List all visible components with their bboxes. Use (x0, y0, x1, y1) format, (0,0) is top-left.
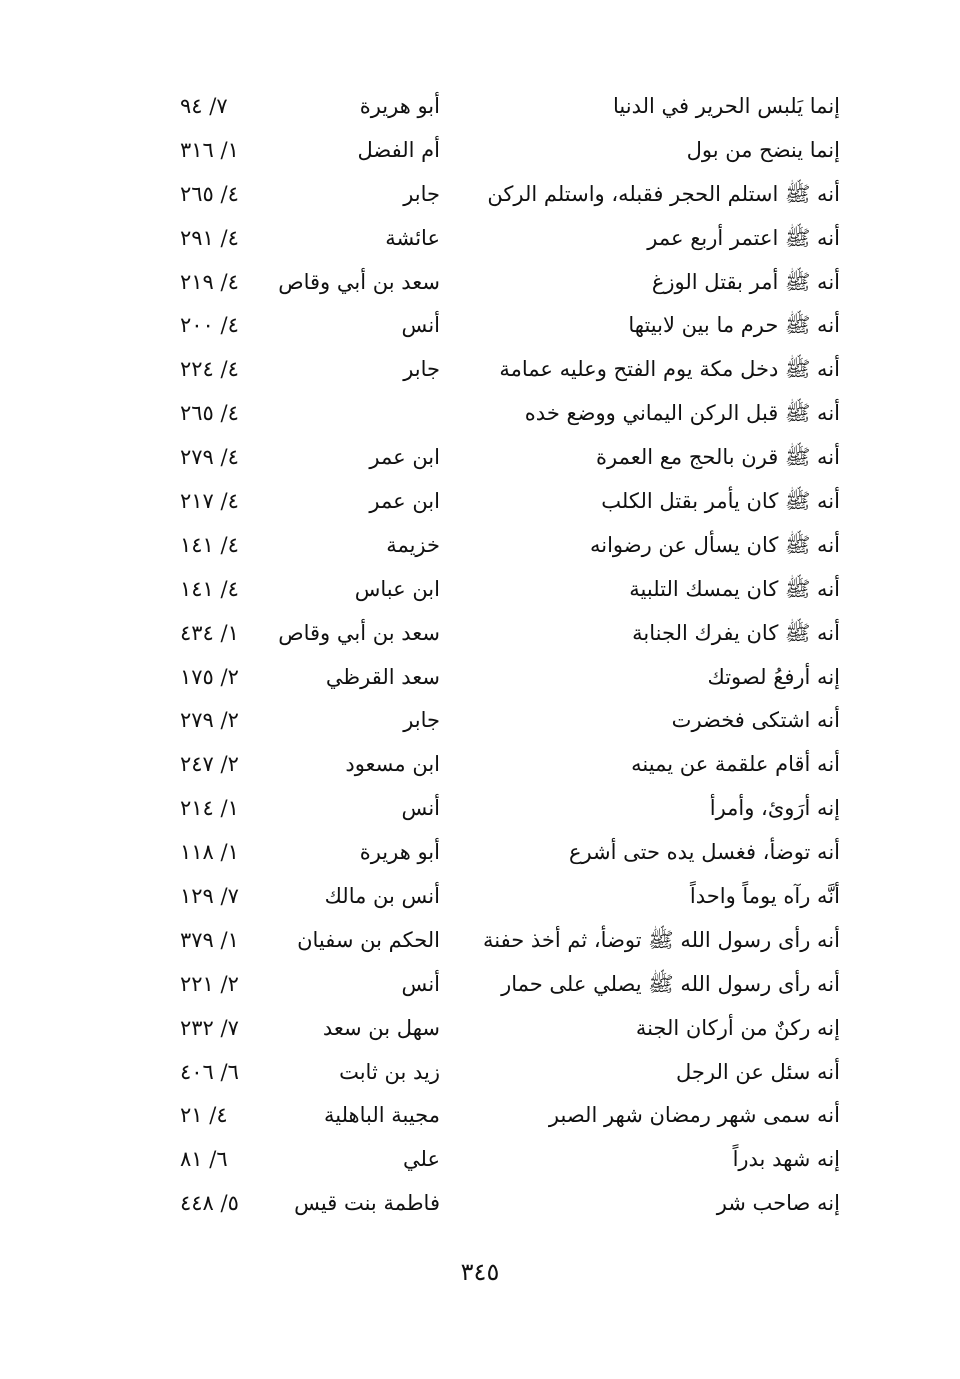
index-row (150, 1051, 850, 1095)
volume-page-reference: ٤/ ٢٧٩ (180, 445, 239, 470)
volume-page-reference: ٧/ ١٢٩ (180, 884, 239, 909)
narrator-name (260, 392, 440, 436)
volume-page-reference: ٥/ ٤٤٨ (180, 1191, 239, 1216)
volume-page-reference: ٤/ ٢١٩ (180, 269, 239, 294)
narrator-name: أنس بن مالك (324, 884, 440, 909)
volume-page-reference: ٤/ ٢٠٠ (180, 313, 239, 338)
index-row (150, 129, 850, 173)
hadith-text: إنما يَلبس الحرير في الدنيا (612, 94, 840, 118)
narrator-name: زيد بن ثابت (339, 1059, 440, 1084)
hadith-text: أنه ﷺ استلم الحجر فقبله، واستلم الركن (487, 181, 840, 206)
hadith-text: أنه أقام علقمة عن يمينه (631, 752, 840, 777)
index-row (150, 1138, 850, 1182)
volume-page-reference: ٤/ ١٤١ (180, 576, 239, 601)
hadith-text: أنه اشتكى فخضرت (671, 708, 840, 733)
narrator-name: جابر (403, 181, 440, 206)
index-row (150, 699, 850, 743)
hadith-text: أنه رأى رسول الله ﷺ توضأ، ثم أخذ حفنة (483, 927, 840, 952)
hadith-text: أنه سئل عن الرجل (675, 1059, 840, 1084)
hadith-text: إنه أرفعُ لصوتك (707, 664, 840, 689)
narrator-name: ابن عمر (369, 489, 440, 514)
narrator-name: أم الفضل (357, 137, 440, 162)
index-row (150, 831, 850, 875)
volume-page-reference: ١/ ١١٨ (180, 840, 239, 865)
index-row (150, 1007, 850, 1051)
index-row (150, 304, 850, 348)
volume-page-reference: ٧/ ٢٣٢ (180, 1015, 239, 1040)
hadith-text: أنه ﷺ كان يسأل عن رضوانه (589, 532, 840, 557)
index-row (150, 1094, 850, 1138)
hadith-text: أنه ﷺ قرن بالحج مع العمرة (595, 445, 840, 470)
hadith-text: أنه ﷺ اعتمر أربع عمر (647, 225, 840, 250)
index-row (150, 261, 850, 305)
volume-page-reference: ٧/ ٩٤ (180, 94, 228, 118)
volume-page-reference: ٤/ ٢٦٥ (180, 181, 239, 206)
volume-page-reference: ٢/ ٢٢١ (180, 971, 239, 996)
narrator-name: جابر (403, 708, 440, 733)
hadith-text: أنه رأى رسول الله ﷺ يصلي على حمار (501, 971, 840, 996)
index-row (150, 1182, 850, 1226)
volume-page-reference: ٤/ ١٤١ (180, 532, 239, 557)
hadith-text: أنه ﷺ قبل الركن اليماني ووضع خده (524, 401, 840, 426)
narrator-name: سعد بن أبي وقاص (278, 269, 440, 294)
hadith-text: أنه ﷺ كان يفرك الجنابة (632, 620, 840, 645)
volume-page-reference: ٤/ ٢٩١ (180, 225, 239, 250)
index-row (150, 919, 850, 963)
hadith-text: أنَّه رآه يوماً واحداً (689, 884, 840, 909)
hadith-text: أنه ﷺ دخل مكة يوم الفتح وعليه عمامة (499, 357, 840, 382)
volume-page-reference: ٤/ ٢١٧ (180, 489, 239, 514)
index-row (150, 568, 850, 612)
index-row (150, 392, 850, 436)
narrator-name: سعد بن أبي وقاص (278, 620, 440, 645)
narrator-name: سهل بن سعد (322, 1015, 440, 1040)
narrator-name: الحكم بن سفيان (297, 927, 440, 952)
hadith-text: إنه صاحب شر (716, 1191, 840, 1216)
volume-page-reference: ١/ ٣١٦ (180, 137, 239, 162)
narrator-name: أبو هريرة (359, 94, 440, 118)
hadith-text: أنه سمى شهر رمضان شهر الصبر (548, 1103, 840, 1128)
narrator-name: أنس (401, 313, 440, 338)
volume-page-reference: ٢/ ٢٤٧ (180, 752, 239, 777)
hadith-text: أنه ﷺ كان يأمر بقتل الكلب (601, 489, 840, 514)
narrator-name: ابن مسعود (345, 752, 440, 777)
volume-page-reference: ٦/ ٤٠٦ (180, 1059, 239, 1084)
index-row (150, 524, 850, 568)
index-row (150, 787, 850, 831)
hadith-text: أنه ﷺ حرم ما بين لابيتها (628, 313, 840, 338)
index-row (150, 612, 850, 656)
hadith-text: إنه شهد بدراً (732, 1147, 840, 1172)
volume-page-reference: ٤/ ٢٦٥ (180, 401, 239, 426)
page-number: ٣٤٥ (460, 1258, 500, 1286)
narrator-name: مجيبة الباهلية (323, 1103, 440, 1128)
narrator-name: خزيمة (386, 532, 440, 557)
volume-page-reference: ١/ ٢١٤ (180, 796, 239, 821)
hadith-index-list (150, 85, 850, 1226)
index-row (150, 656, 850, 700)
index-row (150, 217, 850, 261)
narrator-name: عائشة (385, 225, 440, 250)
index-row (150, 173, 850, 217)
volume-page-reference: ٦/ ٨١ (180, 1147, 228, 1172)
volume-page-reference: ١/ ٣٧٩ (180, 927, 239, 952)
index-row (150, 743, 850, 787)
index-row (150, 480, 850, 524)
narrator-name: علي (403, 1147, 440, 1172)
volume-page-reference: ٤/ ٢١ (180, 1103, 228, 1128)
narrator-name: جابر (403, 357, 440, 382)
hadith-text: إنه أرَوئ، وأمرأ (709, 796, 840, 821)
index-row (150, 85, 850, 129)
volume-page-reference: ٤/ ٢٢٤ (180, 357, 239, 382)
index-row (150, 963, 850, 1007)
hadith-text: إنما ينضح من بول (686, 137, 840, 162)
index-row (150, 436, 850, 480)
index-row (150, 348, 850, 392)
narrator-name: سعد القرظي (325, 664, 440, 689)
hadith-text: أنه توضأ، فغسل يده حتى أشرع (568, 840, 840, 865)
hadith-text: أنه ﷺ أمر بقتل الوزغ (651, 269, 840, 294)
hadith-text: أنه ﷺ كان يمسك التلبية (629, 576, 840, 601)
volume-page-reference: ٢/ ١٧٥ (180, 664, 239, 689)
narrator-name: ابن عباس (354, 576, 440, 601)
volume-page-reference: ٢/ ٢٧٩ (180, 708, 239, 733)
index-row (150, 875, 850, 919)
narrator-name: أنس (401, 796, 440, 821)
narrator-name: أبو هريرة (359, 840, 440, 865)
volume-page-reference: ١/ ٤٣٤ (180, 620, 239, 645)
narrator-name: فاطمة بنت قيس (294, 1191, 440, 1216)
hadith-text: إنه ركنٌ من أركان الجنة (635, 1015, 840, 1040)
narrator-name: ابن عمر (369, 445, 440, 470)
narrator-name: أنس (401, 971, 440, 996)
